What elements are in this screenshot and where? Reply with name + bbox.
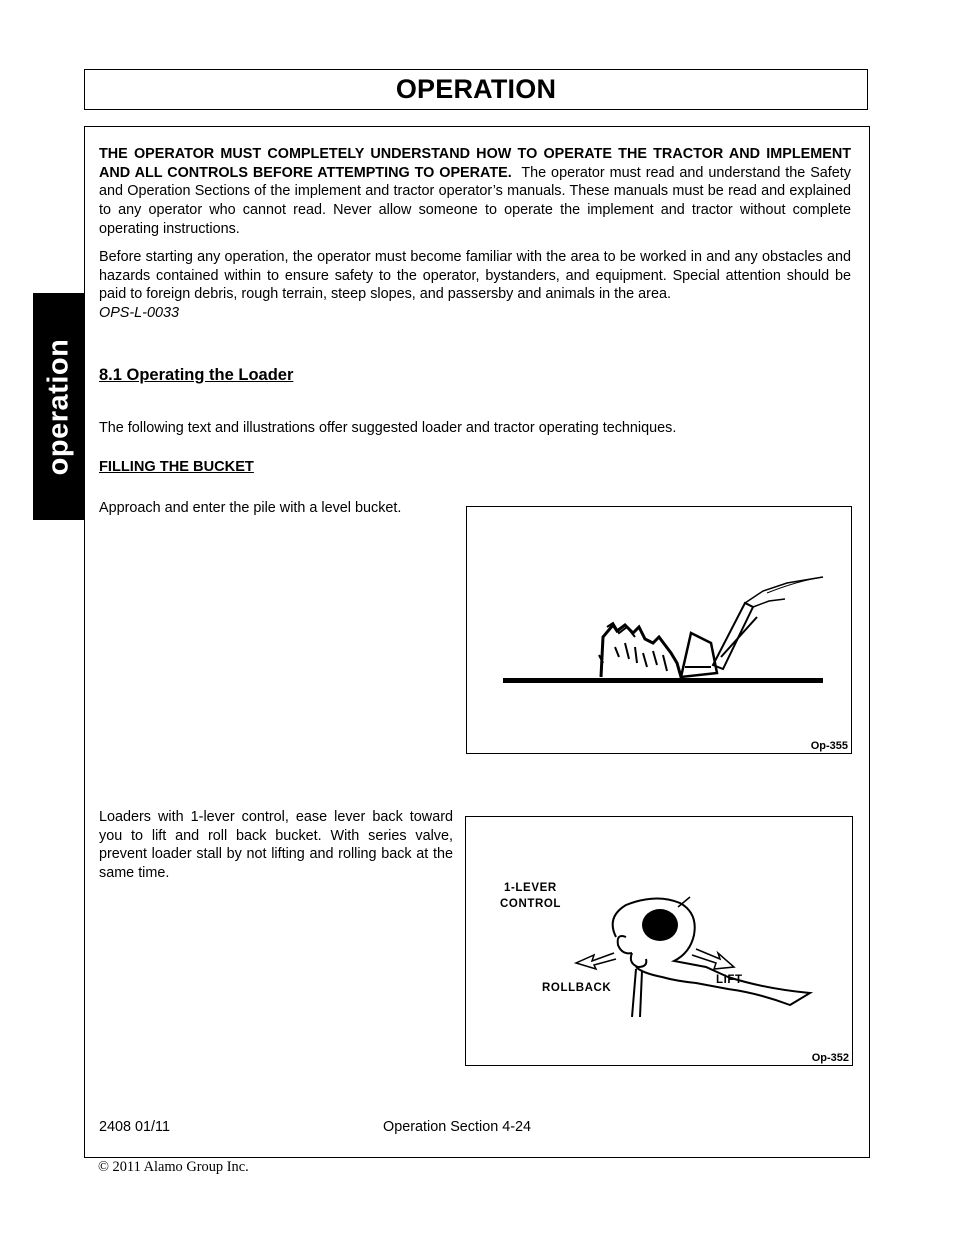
label-rollback: ROLLBACK [542, 982, 612, 994]
figure-approach-pile [466, 506, 852, 754]
step1-text: Approach and enter the pile with a level bucket. [99, 500, 402, 516]
label-control-line1: 1-LEVER [504, 882, 557, 894]
section-heading: 8.1 Operating the Loader [99, 366, 294, 384]
copyright: © 2011 Alamo Group Inc. [98, 1159, 249, 1175]
subheading-filling-bucket: FILLING THE BUCKET [99, 459, 254, 475]
side-tab-label: operation [42, 338, 75, 475]
loader-approach-illustration [467, 507, 851, 753]
intro-warning: THE OPERATOR MUST COMPLETELY UNDERSTAND HOW TO OPERATE THE TRACTOR AND IMPLEMENT AND ALL CONTROLS BEFORE ATTEMPTING TO OPERATE. [99, 146, 851, 181]
intro-text: The operator must read and understand the Safety and Operation Sections of the implement and tractor operator’s manuals. These manuals must be read and explained to any operator who cannot read. Never allow someone to operate the implement and tractor without complete operating instructions. [99, 164, 851, 237]
footer-doc-number: 2408 01/11 [99, 1119, 170, 1135]
label-lift: LIFT [716, 974, 743, 986]
figure-one-lever-control [465, 816, 853, 1066]
before-starting-text: Before starting any operation, the operator must become familiar with the area to be worked in and any obstacles and hazards contained within to ensure safety to the operator, bystanders, and equipment. Special attention should be paid to foreign debris, rough terrain, steep slopes, and passersby and animals in the area. [99, 249, 851, 303]
figure-label-op355: Op-355 [810, 740, 848, 752]
section-intro: The following text and illustrations offer suggested loader and tractor operating techniques. [99, 420, 677, 436]
reference-code: OPS-L-0033 [99, 305, 179, 322]
lever-control-illustration [466, 817, 852, 1065]
before-starting-paragraph [99, 248, 851, 323]
label-control-line2: CONTROL [500, 898, 562, 910]
page-header [84, 69, 868, 110]
intro-paragraph [99, 145, 851, 239]
footer-section: Operation Section 4-24 [383, 1119, 531, 1135]
figure-label-op352: Op-352 [811, 1052, 849, 1064]
page-title: OPERATION [395, 74, 557, 104]
step2-text: Loaders with 1-lever control, ease lever back toward you to lift and roll back bucket. With series valve, prevent loader stall by not lifting and rolling back at the same time. [99, 809, 453, 882]
section-side-tab [33, 293, 85, 520]
